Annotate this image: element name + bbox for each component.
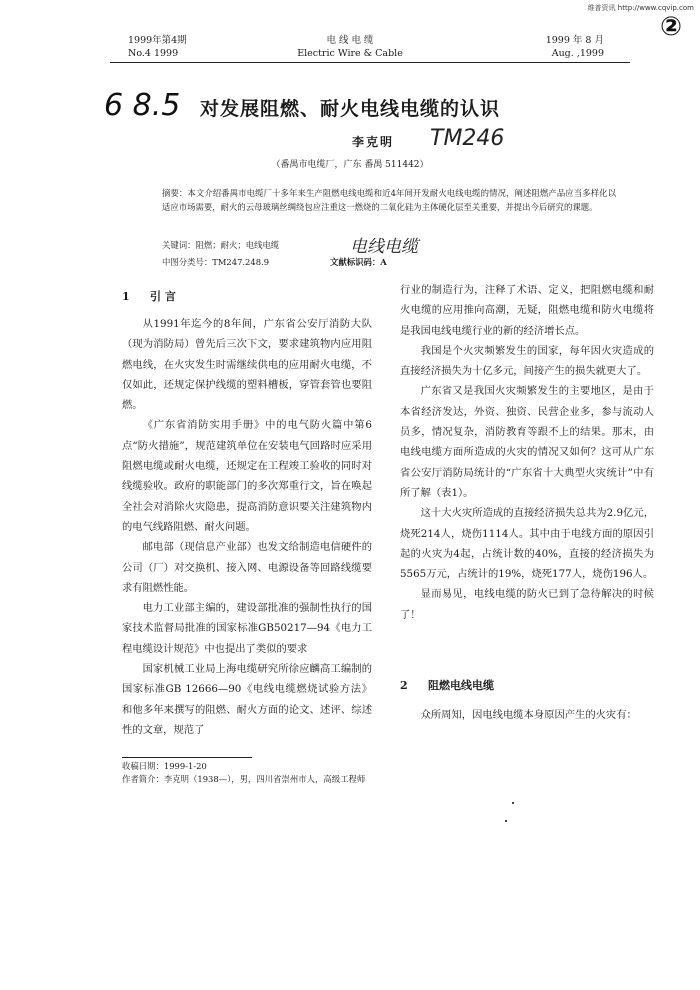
- author-name: 李克明: [352, 135, 395, 149]
- section2-body: [400, 705, 654, 725]
- scan-speck: [505, 820, 507, 822]
- journal-date-en: Aug. ,1999: [551, 48, 604, 59]
- handwritten-class-number: 6 8.5: [104, 88, 181, 123]
- author-affiliation: （番禺市电缆厂，广东 番禺 511442）: [271, 160, 429, 170]
- paragraph: 我国是个火灾频繁发生的国家，每年因火灾造成的直接经济损失为十亿多元，间接产生的损失就更大了。: [400, 344, 654, 378]
- abstract: 摘要：本文介绍番禺市电缆厂十多年来生产阻燃电线电缆和近4年间开发耐火电线电缆的情况，阐述阻燃产品应当多样化以适应市场需要，耐火的云母玻璃丝绸绕包应注重这一燃烧的二氧化硅为主体硬化层至关重要，并提出今后研究的课题。: [162, 188, 616, 212]
- paragraph: 众所周知，因电线电缆本身原因产生的火灾有：: [420, 709, 637, 721]
- footnote: [122, 760, 372, 786]
- journal-date-cn: 1999 年 8 月: [545, 35, 604, 46]
- right-column-body: [400, 280, 654, 625]
- header-divider: [110, 62, 630, 63]
- paragraph: 国家机械工业局上海电缆研究所徐应麟高工编制的国家标准GB 12666—90《电线电缆燃烧试验方法》和他多年来撰写的阻燃、耐火方面的论文、述评、综述性的文章，规范了: [122, 663, 372, 736]
- journal-issue-cn: 1999年第4期: [128, 35, 187, 46]
- paragraph: 显而易见，电线电缆的防火已到了急待解决的时候了！: [400, 588, 654, 621]
- corner-page-number: ②: [659, 12, 682, 42]
- paragraph: 行业的制造行为，注释了术语、定义，把阻燃电缆和耐火电缆的应用推向高潮，无疑，阻燃电缆和防火电缆将是我国电线电缆行业的新的经济增长点。: [400, 284, 654, 337]
- journal-issue-en: No.4 1999: [128, 48, 179, 59]
- journal-name-en: Electric Wire & Cable: [297, 48, 403, 59]
- paragraph: 邮电部（现信息产业部）也发文给制造电信硬件的公司（厂）对交换机、接入网、电源设备等回路线缆要求有阻燃性能。: [122, 541, 372, 594]
- section-heading-flame-retardant: [400, 677, 494, 693]
- paragraph: 电力工业部主编的，建设部批准的强制性执行的国家技术监督局批准的国家标准GB50217—94《电力工程电缆设计规范》中也提出了类似的要求: [122, 602, 372, 655]
- paragraph: 这十大火灾所造成的直接经济损失总共为2.9亿元，烧死214人，烧伤1114人。其中由于电线方面的原因引起的火灾为4起，占统计数的40%，直接的经济损失为5565万元，占统计的19%，烧死177人，烧伤196人。: [400, 507, 654, 581]
- author-bio: 作者简介：李克明（1938—），男，四川省崇州市人，高级工程师: [122, 774, 366, 784]
- journal-name-cn: 电 线 电 缆: [326, 35, 374, 46]
- paragraph: 从1991年迄今的8年间，广东省公安厅消防大队（现为消防局）曾先后三次下文，要求建筑物内应用阻燃电线，在火灾发生时需继续供电的应用耐火电缆，不仅如此，还规定保护线缆的塑料槽板，穿管套管也要阻燃。: [122, 318, 372, 412]
- paragraph: 《广东省消防实用手册》中的电气防火篇中第6点“防火措施”，规范建筑单位在安装电气回路时应采用阻燃电缆或耐火电缆，还规定在工程竣工验收的同时对线缆验收。政府的职能部门的多次郑重行文，旨在唤起全社会对消除火灾隐患，提高消防意识要关注建筑物内的电气线路阻燃、耐火问题。: [122, 419, 372, 533]
- left-column-body: [122, 314, 372, 740]
- document-code: 文献标识码：A: [330, 257, 387, 267]
- handwritten-tm-code: TM246: [430, 126, 505, 151]
- section-number: 2: [400, 679, 408, 692]
- clc-number: 中图分类号：TM247.248.9: [162, 257, 270, 267]
- watermark: 维普资讯 http://www.cqvip.com: [587, 4, 694, 12]
- section-title: 引 言: [150, 290, 176, 303]
- section-title: 阻燃电线电缆: [428, 679, 494, 692]
- journal-date: [546, 34, 604, 60]
- section-heading-intro: [122, 288, 176, 304]
- footnote-divider: [122, 757, 252, 758]
- article-title: 对发展阻燃、耐火电线电缆的认识: [199, 98, 500, 120]
- keyword-stamp: 电线电缆: [350, 237, 418, 257]
- keywords: 关键词：阻燃；耐火；电线电缆: [162, 240, 280, 250]
- received-date: 收稿日期：1999-1-20: [122, 761, 207, 771]
- paragraph: 广东省又是我国火灾频繁发生的主要地区，是由于本省经济发达，外资、独资、民营企业多，参与流动人员多，情况复杂，消防教育等跟不上的结果。那末，由电线电缆方面所造成的火灾的情况又如何？这可从广东省公安厅消防局统计的“广东省十大典型火灾统计”中有所了解（表1）。: [400, 385, 654, 499]
- section-number: 1: [122, 290, 130, 303]
- scan-speck: [512, 802, 514, 804]
